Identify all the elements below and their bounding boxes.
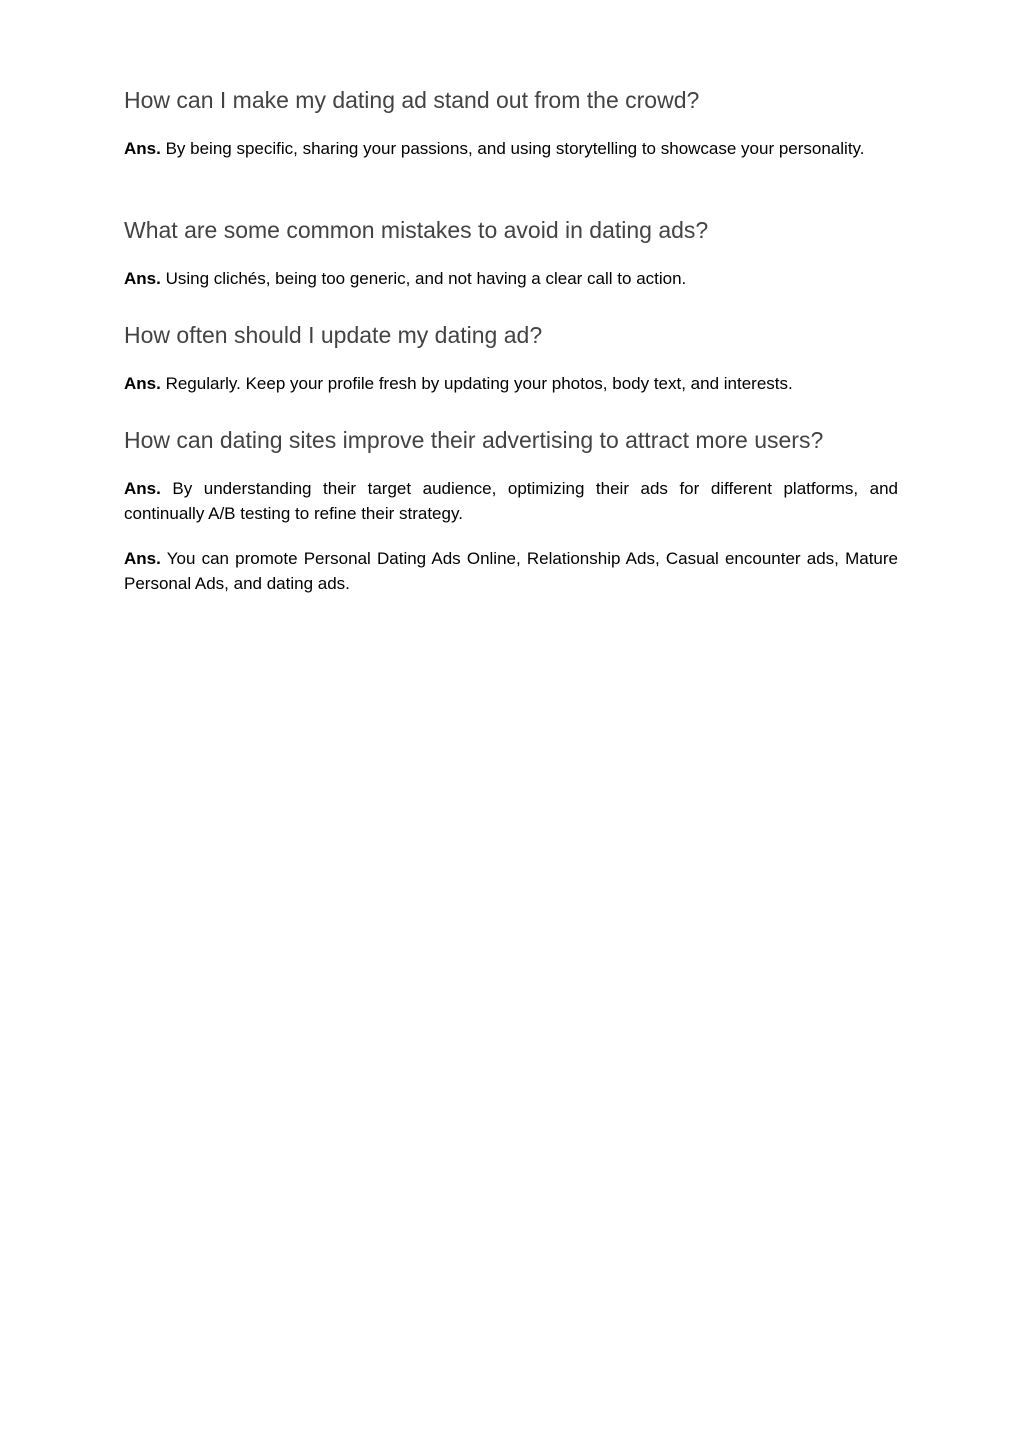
answer-label: Ans. — [124, 139, 161, 158]
faq-answer-2 — [124, 266, 898, 291]
answer-label: Ans. — [124, 479, 161, 498]
extra-answer — [124, 546, 898, 596]
answer-text: By understanding their target audience, optimizing their ads for different platforms, and continually A/B testing to refine their strategy. — [124, 479, 898, 523]
answer-text: By being specific, sharing your passions, and using storytelling to showcase your personality. — [165, 139, 865, 158]
faq-question-4: How can dating sites improve their advertising to attract more users? — [124, 427, 824, 453]
faq-answer-4 — [124, 476, 898, 526]
faq-answer-1 — [124, 136, 898, 161]
faq-question-3: How often should I update my dating ad? — [124, 322, 543, 348]
answer-label: Ans. — [124, 374, 161, 393]
answer-text: Using clichés, being too generic, and not having a clear call to action. — [165, 269, 687, 288]
answer-label: Ans. — [124, 549, 161, 568]
answer-text: You can promote Personal Dating Ads Online, Relationship Ads, Casual encounter ads, Mature Personal Ads, and dating ads. — [124, 549, 898, 593]
answer-text: Regularly. Keep your profile fresh by updating your photos, body text, and interests. — [165, 374, 793, 393]
faq-question-1: How can I make my dating ad stand out from the crowd? — [124, 87, 700, 113]
answer-label: Ans. — [124, 269, 161, 288]
faq-answer-3 — [124, 371, 898, 396]
faq-question-2: What are some common mistakes to avoid in dating ads? — [124, 217, 709, 243]
